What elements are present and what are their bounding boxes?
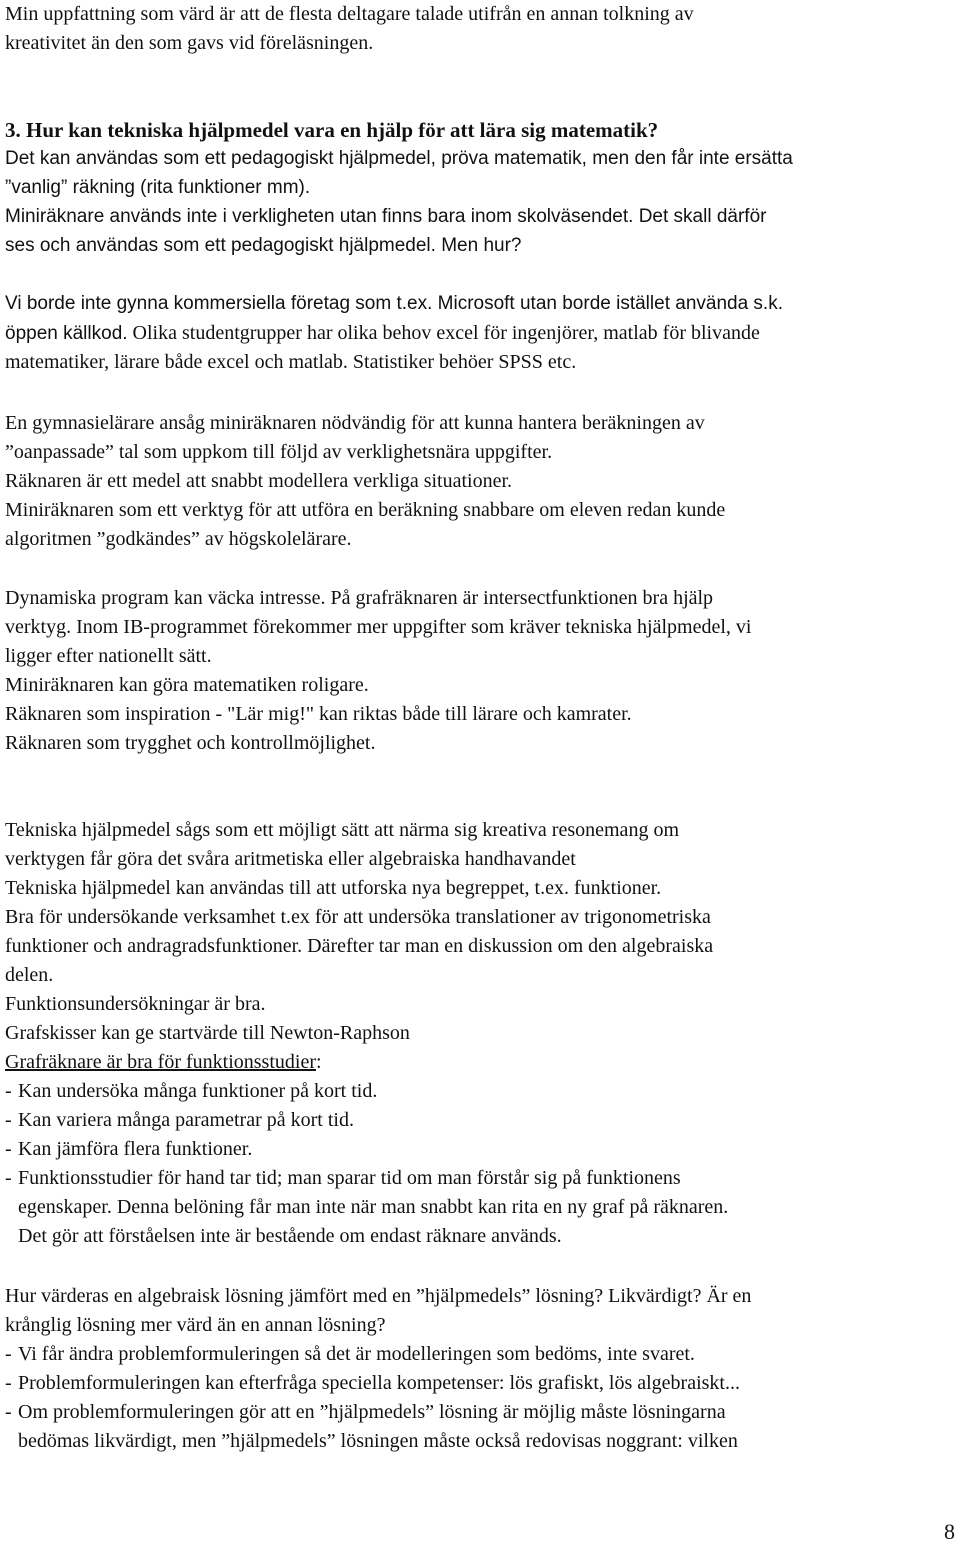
list-item: Kan jämföra flera funktioner. — [18, 1138, 253, 1160]
paragraph-line: Bra för undersökande verksamhet t.ex för att undersöka translationer av trigonometriska — [5, 906, 711, 928]
underlined-subheading: Grafräknare är bra för funktionsstudier — [5, 1051, 316, 1073]
list-item: Problemformuleringen kan efterfråga speciella kompetenser: lös grafiskt, lös algebraiskt... — [18, 1372, 740, 1394]
paragraph-line: Tekniska hjälpmedel sågs som ett möjligt sätt att närma sig kreativa resonemang om — [5, 819, 679, 841]
subheading-colon: : — [315, 1051, 322, 1073]
list-item: Kan undersöka många funktioner på kort tid. — [18, 1080, 378, 1102]
paragraph-line: Min uppfattning som värd är att de flesta deltagare talade utifrån en annan tolkning av — [5, 3, 694, 25]
paragraph-line: Räknaren som trygghet och kontrollmöjlighet. — [5, 732, 376, 754]
paragraph-line: Det kan användas som ett pedagogiskt hjälpmedel, pröva matematik, men den får inte ersätta — [5, 148, 793, 169]
paragraph-fragment: Olika studentgrupper har olika behov excel för ingenjörer, matlab för blivande — [127, 322, 760, 344]
list-dash: - — [5, 1372, 12, 1394]
list-item: Om problemformuleringen gör att en ”hjälpmedels” lösning är möjlig måste lösningarna — [18, 1401, 726, 1423]
paragraph-fragment: öppen källkod. — [5, 323, 128, 344]
list-item: Vi får ändra problemformuleringen så det är modelleringen som bedöms, inte svaret. — [18, 1343, 695, 1365]
subheading-line — [5, 1048, 322, 1076]
list-item: Kan variera många parametrar på kort tid. — [18, 1109, 354, 1131]
paragraph-line: matematiker, lärare både excel och matlab. Statistiker behöer SPSS etc. — [5, 351, 577, 373]
paragraph-line: Miniräknaren kan göra matematiken roligare. — [5, 674, 369, 696]
paragraph-line: Dynamiska program kan väcka intresse. På grafräknaren är intersectfunktionen bra hjälp — [5, 587, 714, 609]
paragraph-line: ligger efter nationellt sätt. — [5, 645, 212, 667]
paragraph-line: funktioner och andragradsfunktioner. Därefter tar man en diskussion om den algebraiska — [5, 935, 714, 957]
list-item-continuation: egenskaper. Denna belöning får man inte när man snabbt kan rita en ny graf på räknaren. — [18, 1196, 729, 1218]
paragraph-line: algoritmen ”godkändes” av högskolelärare. — [5, 528, 352, 550]
paragraph-line-mixed — [5, 319, 760, 348]
paragraph-line: Räknaren som inspiration - "Lär mig!" kan riktas både till lärare och kamrater. — [5, 703, 632, 725]
paragraph-line: Grafskisser kan ge startvärde till Newton-Raphson — [5, 1022, 410, 1044]
paragraph-line: Funktionsundersökningar är bra. — [5, 993, 266, 1015]
list-item-continuation: Det gör att förståelsen inte är bestående om endast räknare används. — [18, 1225, 562, 1247]
paragraph-line: kreativitet än den som gavs vid föreläsningen. — [5, 32, 374, 54]
list-dash: - — [5, 1167, 12, 1189]
paragraph-line: delen. — [5, 964, 54, 986]
list-dash: - — [5, 1080, 12, 1102]
paragraph-line: Räknaren är ett medel att snabbt modellera verkliga situationer. — [5, 470, 513, 492]
paragraph-line: verktyg. Inom IB-programmet förekommer mer uppgifter som kräver tekniska hjälpmedel, vi — [5, 616, 752, 638]
paragraph-line: Vi borde inte gynna kommersiella företag som t.ex. Microsoft utan borde istället använda s.k. — [5, 293, 783, 314]
list-dash: - — [5, 1138, 12, 1160]
list-item-continuation: bedömas likvärdigt, men ”hjälpmedels” lösningen måste också redovisas noggrant: vilken — [18, 1430, 738, 1452]
paragraph-line: krånglig lösning mer värd än en annan lösning? — [5, 1314, 386, 1336]
paragraph-line: Hur värderas en algebraisk lösning jämfört med en ”hjälpmedels” lösning? Likvärdigt? Är en — [5, 1285, 752, 1307]
paragraph-line: Miniräknaren som ett verktyg för att utföra en beräkning snabbare om eleven redan kunde — [5, 499, 726, 521]
paragraph-line: Tekniska hjälpmedel kan användas till att utforska nya begreppet, t.ex. funktioner. — [5, 877, 662, 899]
list-dash: - — [5, 1109, 12, 1131]
list-item: Funktionsstudier för hand tar tid; man sparar tid om man förstår sig på funktionens — [18, 1167, 681, 1189]
paragraph-line: ”vanlig” räkning (rita funktioner mm). — [5, 177, 311, 198]
paragraph-line: En gymnasielärare ansåg miniräknaren nödvändig för att kunna hantera beräkningen av — [5, 412, 705, 434]
paragraph-line: ”oanpassade” tal som uppkom till följd av verklighetsnära uppgifter. — [5, 441, 553, 463]
paragraph-line: verktygen får göra det svåra aritmetiska eller algebraiska handhavandet — [5, 848, 576, 870]
paragraph-line: ses och användas som ett pedagogiskt hjälpmedel. Men hur? — [5, 235, 522, 256]
list-dash: - — [5, 1401, 12, 1423]
section-heading: 3. Hur kan tekniska hjälpmedel vara en hjälp för att lära sig matematik? — [5, 118, 659, 142]
paragraph-line: Miniräknare används inte i verkligheten utan finns bara inom skolväsendet. Det skall därför — [5, 206, 767, 227]
page-number: 8 — [944, 1519, 955, 1544]
list-dash: - — [5, 1343, 12, 1365]
